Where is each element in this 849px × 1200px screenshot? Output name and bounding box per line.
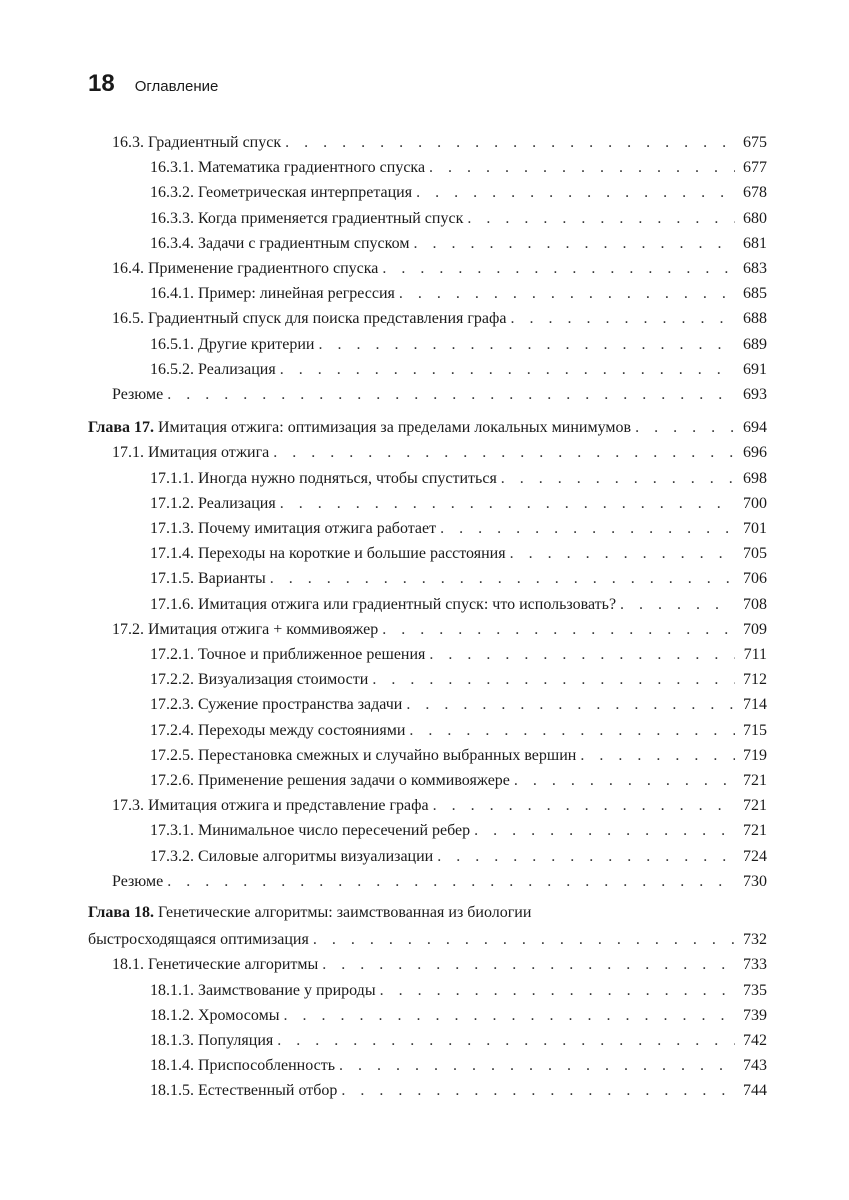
toc-entry-title: 18.1.3. Популяция (150, 1032, 274, 1049)
toc-entry-title: 16.5.2. Реализация (150, 360, 276, 378)
toc-page-number: 733 (743, 956, 767, 974)
toc-section-entry (112, 383, 767, 405)
toc-dot-leader (280, 494, 735, 514)
toc-page-number: 714 (743, 696, 767, 714)
toc-dot-leader (620, 595, 735, 615)
toc-subsection-entry (150, 333, 767, 355)
toc-dot-leader (514, 771, 735, 791)
toc-entry-title: 17.1.6. Имитация отжига или градиентный спуск: что использовать? (150, 595, 617, 613)
toc-page-number: 689 (743, 335, 767, 353)
toc-page-number: 691 (743, 360, 767, 378)
toc-dot-leader (270, 569, 735, 589)
toc-dot-leader (277, 1031, 735, 1051)
toc-section-entry (112, 953, 767, 975)
toc-dot-leader (437, 847, 735, 867)
toc-subsection-entry (150, 693, 767, 715)
toc-entry-title: 17.1.2. Реализация (150, 494, 276, 512)
running-title: Оглавление (134, 78, 219, 95)
toc-dot-leader (382, 620, 735, 640)
toc-chapter-title-line (88, 903, 531, 925)
toc-subsection-entry (150, 769, 767, 791)
toc-page-number: 721 (743, 772, 767, 789)
toc-chapter-entry (88, 416, 767, 438)
toc-entry-title: 17.2.1. Точное и приближенное решения (150, 646, 426, 663)
toc-dot-leader (511, 309, 736, 329)
toc-dot-leader (382, 259, 735, 279)
toc-subsection-entry (150, 744, 767, 766)
toc-entry-title: Резюме (112, 872, 164, 890)
toc-section-entry (112, 131, 767, 153)
toc-subsection-entry (150, 567, 767, 589)
toc-subsection-entry (150, 181, 767, 203)
toc-entry-title: 16.4. Применение градиентного спуска (112, 260, 379, 277)
toc-page-number: 735 (743, 981, 767, 999)
toc-dot-leader (339, 1056, 735, 1076)
toc-page-number: 744 (743, 1082, 767, 1100)
toc-page-number: 688 (743, 310, 767, 328)
toc-chapter-entry (88, 928, 767, 950)
toc-entry-title: 17.2.5. Перестановка смежных и случайно выбранных вершин (150, 746, 577, 764)
toc-subsection-entry (150, 979, 767, 1001)
toc-page-number: 681 (743, 234, 767, 252)
toc-section-entry (112, 618, 767, 640)
toc-page-number: 715 (743, 721, 767, 739)
toc-page-number: 719 (743, 746, 767, 764)
toc-entry-title: 17.1.4. Переходы на короткие и большие расстояния (150, 545, 506, 563)
toc-page-number: 694 (743, 419, 767, 437)
toc-entry-title: 17.3.2. Силовые алгоритмы визуализации (150, 847, 434, 865)
toc-subsection-entry (150, 1054, 767, 1076)
toc-page-number: 675 (743, 134, 767, 151)
toc-chapter-number: Глава 17. (88, 419, 154, 437)
toc-entry-title: 18.1. Генетические алгоритмы (112, 956, 319, 974)
toc-dot-leader (283, 1006, 735, 1026)
toc-dot-leader (416, 183, 735, 203)
toc-section-entry (112, 307, 767, 329)
toc-entry-title: Глава 17. Имитация отжига: оптимизация за пределами локальных минимумов (88, 419, 632, 437)
toc-entry-title: 16.4.1. Пример: линейная регрессия (150, 285, 395, 303)
toc-entry-title: 17.2.3. Сужение пространства задачи (150, 696, 403, 714)
toc-subsection-entry (150, 156, 767, 178)
toc-dot-leader (433, 796, 735, 816)
toc-dot-leader (409, 721, 735, 741)
toc-dot-leader (501, 469, 735, 489)
toc-page-number: 721 (743, 822, 767, 840)
toc-dot-leader (429, 158, 735, 178)
toc-entry-title: 16.3.1. Математика градиентного спуска (150, 159, 426, 177)
toc-page-number: 700 (743, 494, 767, 512)
toc-dot-leader (399, 284, 735, 304)
toc-entry-title: 17.3. Имитация отжига и представление графа (112, 797, 429, 815)
toc-dot-leader (372, 670, 735, 690)
toc-entry-title: Резюме (112, 386, 164, 403)
toc-entry-title: 18.1.5. Естественный отбор (150, 1082, 338, 1100)
toc-dot-leader (318, 335, 735, 355)
toc-page-number: 683 (743, 260, 767, 277)
toc-dot-leader (413, 234, 735, 254)
toc-page-number: 721 (743, 797, 767, 815)
toc-subsection-entry (150, 207, 767, 229)
toc-section-entry (112, 794, 767, 816)
toc-page-number: 680 (743, 209, 767, 227)
toc-subsection-entry (150, 467, 767, 489)
toc-dot-leader (440, 519, 735, 539)
toc-entry-title: Генетические алгоритмы: заимствованная из биологии (154, 904, 532, 921)
toc-subsection-entry (150, 358, 767, 380)
toc-page-number: 712 (743, 671, 767, 689)
toc-subsection-entry (150, 1079, 767, 1101)
toc-page-number: 739 (743, 1006, 767, 1024)
toc-entry-title: 17.1.3. Почему имитация отжига работает (150, 520, 437, 537)
toc-dot-leader (341, 1081, 735, 1101)
toc-entry-title: 17.1.5. Варианты (150, 570, 266, 588)
toc-subsection-entry (150, 1029, 767, 1051)
toc-page-number: 698 (743, 469, 767, 487)
toc-entry-title: 16.3.2. Геометрическая интерпретация (150, 184, 413, 202)
toc-subsection-entry (150, 282, 767, 304)
toc-page-number: 678 (743, 184, 767, 202)
toc-subsection-entry (150, 845, 767, 867)
toc-entry-title: 17.2.2. Визуализация стоимости (150, 671, 369, 689)
toc-section-entry (112, 257, 767, 279)
toc-page-number: 711 (743, 646, 767, 663)
toc-dot-leader (380, 981, 735, 1001)
toc-subsection-entry (150, 819, 767, 841)
toc-subsection-entry (150, 517, 767, 539)
toc-page-number: 705 (743, 545, 767, 563)
toc-subsection-entry (150, 1004, 767, 1026)
toc-entry-title: 18.1.4. Приспособленность (150, 1057, 336, 1075)
toc-entry-title: 16.5. Градиентный спуск для поиска представления графа (112, 310, 507, 328)
toc-page-number: 685 (743, 285, 767, 303)
toc-dot-leader (322, 955, 735, 975)
toc-page-number: 701 (743, 520, 767, 537)
toc-dot-leader (429, 645, 735, 665)
toc-entry-title: 17.3.1. Минимальное число пересечений ребер (150, 822, 471, 840)
toc-entry-title: 17.2.4. Переходы между состояниями (150, 721, 406, 739)
toc-page-number: 677 (743, 159, 767, 177)
toc-page-number: 730 (743, 872, 767, 890)
toc-entry-title: 17.2. Имитация отжига + коммивояжер (112, 620, 379, 638)
toc-page-number: 743 (743, 1057, 767, 1075)
toc-dot-leader (580, 746, 735, 766)
toc-entry-title: 16.3.4. Задачи с градиентным спуском (150, 234, 410, 252)
toc-page-number: 732 (743, 931, 767, 949)
toc-dot-leader (167, 872, 735, 892)
toc-section-entry (112, 870, 767, 892)
toc-subsection-entry (150, 542, 767, 564)
toc-page-number: 708 (743, 595, 767, 613)
toc-page-number: 742 (743, 1032, 767, 1049)
toc-dot-leader (273, 443, 735, 463)
toc-entry-title: 18.1.1. Заимствование у природы (150, 981, 376, 999)
toc-dot-leader (280, 360, 735, 380)
toc-dot-leader (285, 133, 735, 153)
toc-subsection-entry (150, 492, 767, 514)
toc-dot-leader (467, 209, 735, 229)
toc-entry-title: 18.1.2. Хромосомы (150, 1006, 280, 1024)
toc-chapter-number: Глава 18. (88, 904, 154, 921)
toc-subsection-entry (150, 668, 767, 690)
toc-page-number: 693 (743, 386, 767, 403)
toc-entry-title: 16.3.3. Когда применяется градиентный спуск (150, 209, 464, 227)
toc-entry-title: быстросходящаяся оптимизация (88, 931, 309, 949)
toc-dot-leader (635, 418, 735, 438)
toc-dot-leader (167, 385, 735, 405)
toc-entry-title: 17.1.1. Иногда нужно подняться, чтобы спуститься (150, 469, 497, 487)
page-header (88, 70, 218, 104)
toc-page-number: 696 (743, 444, 767, 462)
toc-dot-leader (313, 930, 735, 950)
toc-dot-leader (474, 821, 735, 841)
toc-entry-title: 17.1. Имитация отжига (112, 444, 270, 462)
toc-subsection-entry (150, 719, 767, 741)
toc-entry-title: 17.2.6. Применение решения задачи о коммивояжере (150, 772, 510, 789)
toc-dot-leader (510, 544, 735, 564)
page-number: 18 (88, 70, 115, 97)
toc-subsection-entry (150, 232, 767, 254)
toc-page-number: 709 (743, 620, 767, 638)
toc-page-number: 724 (743, 847, 767, 865)
toc-page-number: 706 (743, 570, 767, 588)
toc-subsection-entry (150, 643, 767, 665)
toc-section-entry (112, 441, 767, 463)
toc-dot-leader (406, 695, 735, 715)
toc-subsection-entry (150, 593, 767, 615)
toc-entry-title: 16.5.1. Другие критерии (150, 335, 315, 353)
toc-entry-title: 16.3. Градиентный спуск (112, 134, 282, 151)
